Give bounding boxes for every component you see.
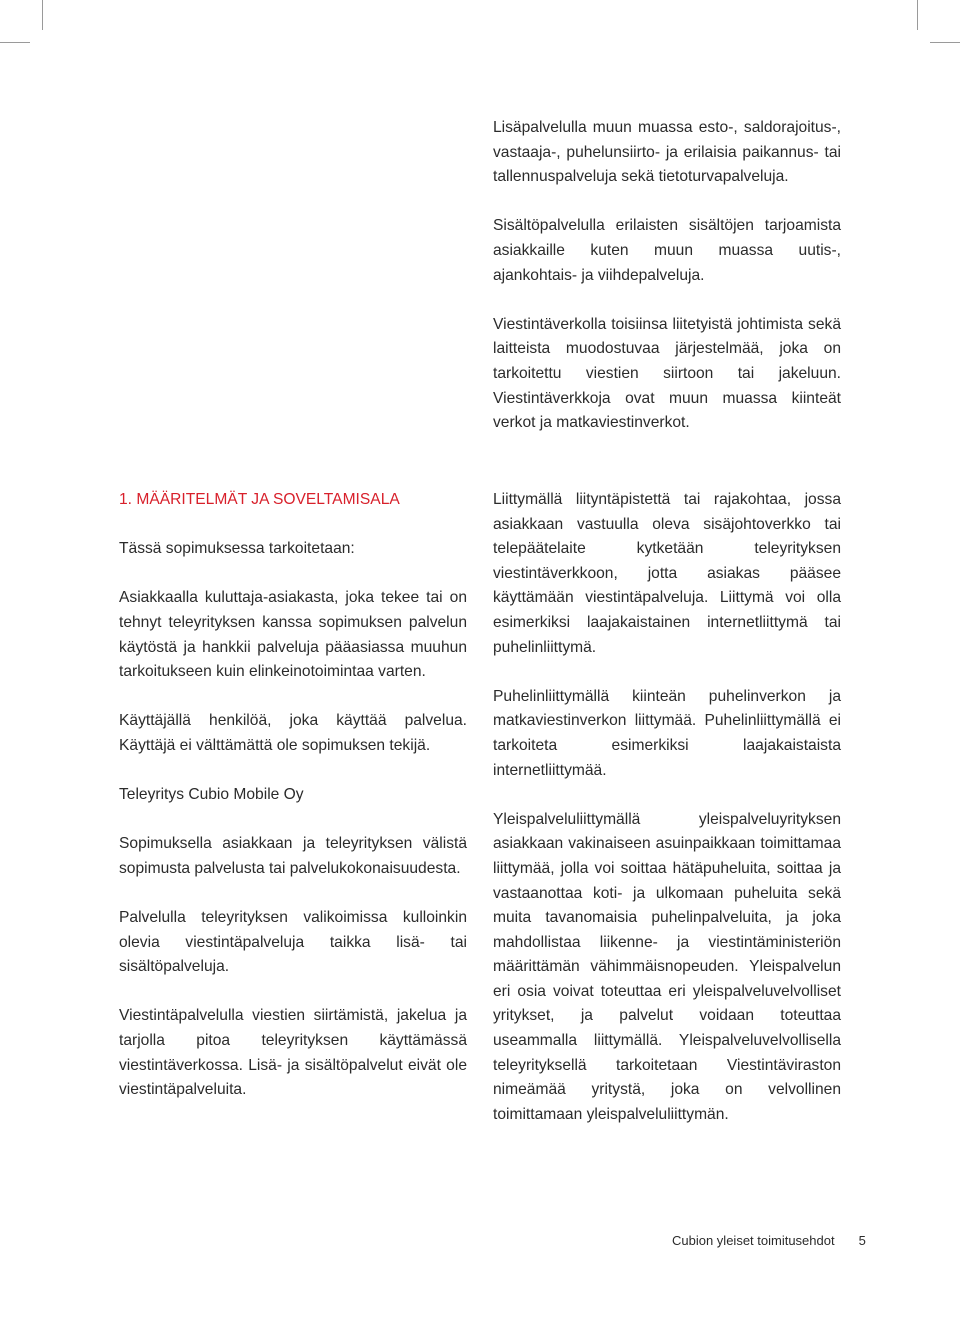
page-footer: [672, 1232, 866, 1250]
page-number: 5: [858, 1233, 866, 1248]
crop-mark-top-right-horizontal: [930, 42, 960, 43]
definition-asiakas: Asiakkaalla kuluttaja-asiakasta, joka tekee tai on tehnyt teleyrityksen kanssa sopimuksen palvelun käytöstä ja hankkii palveluja pääasiassa muuhun tarkoitukseen kuin elinkeinotoimintaa varten.: [119, 589, 467, 681]
definition-viestintapalvelu: Viestintäpalvelulla viestien siirtämistä, jakelua ja tarjolla pitoa teleyrityksen käyttämässä viestintäverkossa. Lisä- ja sisältöpalvelut eivät ole viestintäpalveluita.: [119, 1007, 467, 1099]
right-column-top: [493, 116, 841, 436]
definition-liittyma: Liittymällä liityntäpistettä tai rajakohtaa, jossa asiakkaan vastuulla oleva sisäjohtoverkko tai telepäätelaite kytketään teleyrityksen viestintäverkkoon, jotta asiakas pääsee käyttämään viestintäpalveluja. Liittymä voi olla esimerkiksi laajakaistainen internetliittymä tai puhelinliittymä.: [493, 491, 841, 656]
crop-mark-top-left-vertical: [42, 0, 43, 30]
section-heading: 1. MÄÄRITELMÄT JA SOVELTAMISALA: [119, 491, 400, 508]
definition-kayttaja: Käyttäjällä henkilöä, joka käyttää palvelua. Käyttäjä ei välttämättä ole sopimuksen tekijä.: [119, 712, 467, 754]
crop-mark-top-right-vertical: [917, 0, 918, 30]
definition-yleispalveluliittyma: Yleispalveluliittymällä yleispalveluyrityksen asiakkaan vakinaiseen asuinpaikkaan toimittamaa liittymää, jolla voi soittaa hätäpuheluita, soittaa ja vastaanottaa koti- ja ulkomaan puheluita sekä muita tavanomaisia puhelinpalveluita, ja joka mahdollistaa liikenne- ja viestintäministeriön määrittämän vähimmäisnopeuden. Yleispalvelun eri osia voivat toteuttaa eri yleispalveluvelvolliset yritykset, ja palvelut voidaan toteuttaa useammalla liittymällä. Yleispalveluvelvollisella teleyrityksellä tarkoitetaan Viestintäviraston nimeämää yritystä, joka on velvollinen toimittamaan yleispalveluliittymän.: [493, 810, 841, 1123]
crop-mark-top-left-horizontal: [0, 42, 30, 43]
footer-title: Cubion yleiset toimitusehdot: [672, 1233, 835, 1248]
section-intro: Tässä sopimuksessa tarkoitetaan:: [119, 540, 355, 558]
definition-puhelinliittyma: Puhelinliittymällä kiinteän puhelinverkon ja matkaviestinverkon liittymää. Puhelinliittymällä ei tarkoiteta esimerkiksi laajakaistaista internetliittymää.: [493, 687, 841, 779]
definition-sisaltopalvelu: Sisältöpalvelulla erilaisten sisältöjen tarjoamista asiakkaille kuten muun muassa uutis-, ajankohtais- ja viihdepalveluja.: [493, 217, 841, 284]
definition-sopimus: Sopimuksella asiakkaan ja teleyrityksen välistä sopimusta palvelusta tai palvelukokonaisuudesta.: [119, 835, 467, 877]
definition-lisapalvelu: Lisäpalvelulla muun muassa esto-, saldorajoitus-, vastaaja-, puhelunsiirto- ja erilaisia paikannus- tai tallennuspalveluja sekä tietoturvapalveluja.: [493, 119, 841, 186]
left-column: [119, 488, 467, 1103]
definition-viestintaverkko: Viestintäverkolla toisiinsa liitetyistä johtimista sekä laitteista muodostuvaa järjestelmää, joka on tarkoitettu viestien siirtoon tai jakeluun. Viestintäverkkoja ovat muun muassa kiinteät verkot ja matkaviestinverkot.: [493, 315, 841, 432]
right-column-bottom: [493, 488, 841, 1127]
definition-palvelu: Palvelulla teleyrityksen valikoimissa kulloinkin olevia viestintäpalveluja taikka lisä- tai sisältöpalveluja.: [119, 909, 467, 976]
definition-teleyritys: Teleyritys Cubio Mobile Oy: [119, 786, 304, 804]
